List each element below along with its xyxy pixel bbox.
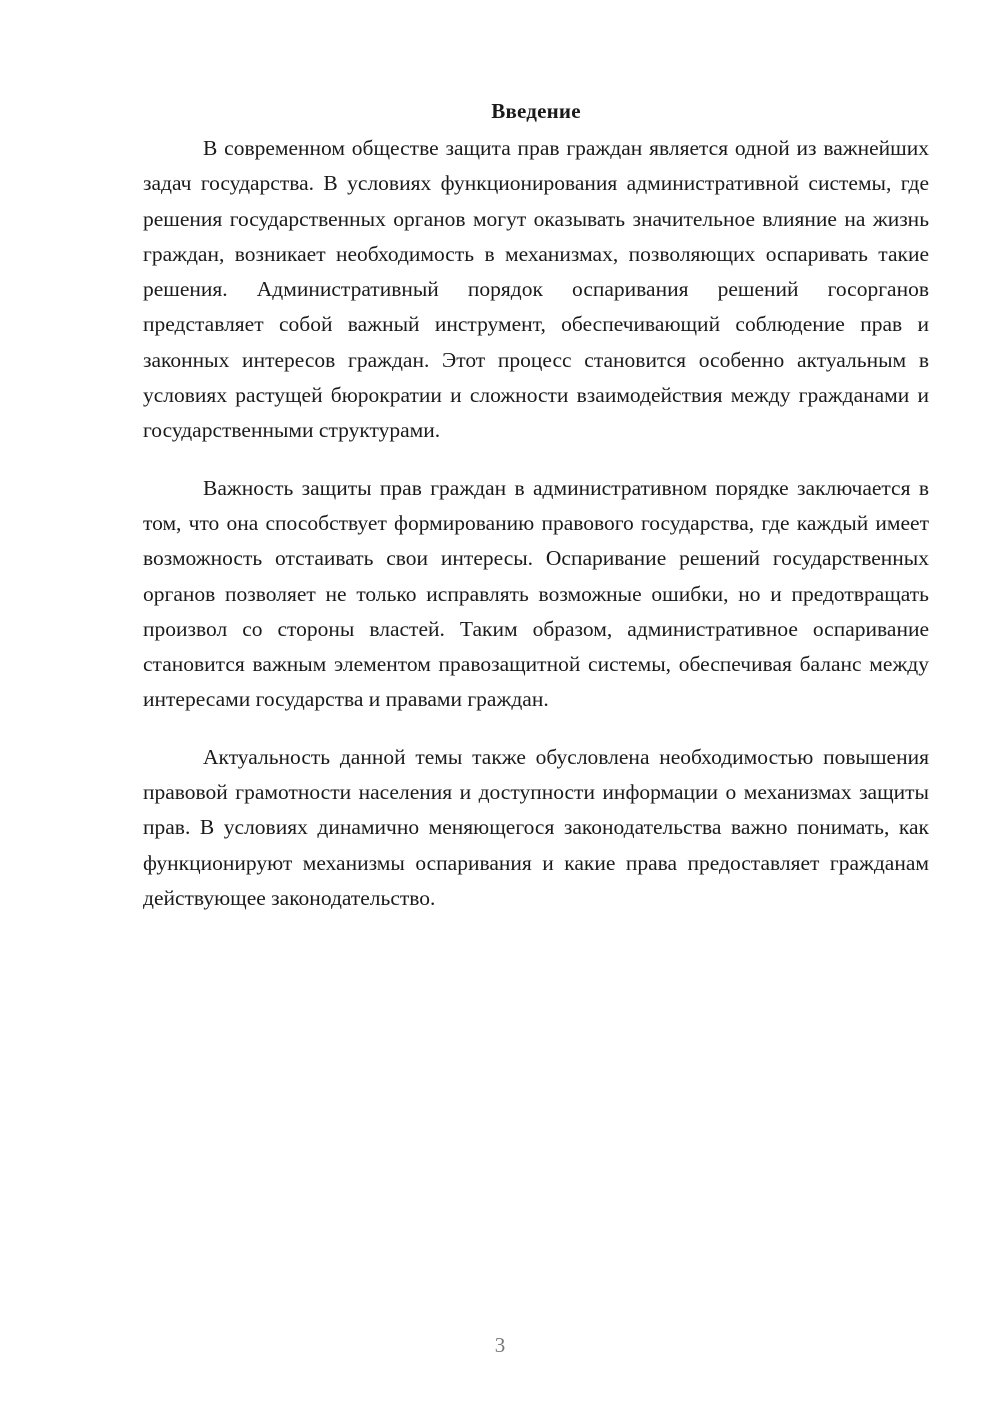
paragraph-1: В современном обществе защита прав граждан является одной из важнейших задач государства. В условиях функционирования административной системы, где решения государственных органов могут оказывать значительное влияние на жизнь граждан, возникает необходимость в механизмах, позволяющих оспаривать такие решения. Административный порядок оспаривания решений госорганов представляет собой важный инструмент, обеспечивающий соблюдение прав и законных интересов граждан. Этот процесс становится особенно актуальным в условиях растущей бюрократии и сложности взаимодействия между гражданами и государственными структурами. [143,136,929,443]
paragraph-3: Актуальность данной темы также обусловлена необходимостью повышения правовой грамотности населения и доступности информации о механизмах защиты прав. В условиях динамично меняющегося законодательства важно понимать, как функционируют механизмы оспаривания и какие права предоставляет гражданам действующее законодательство. [143,744,929,910]
page-content [143,96,929,938]
paragraph-2: Важность защиты прав граждан в административном порядке заключается в том, что она способствует формированию правового государства, где каждый имеет возможность отстаивать свои интересы. Оспаривание решений государственных органов позволяет не только исправлять возможные ошибки, но и предотвращать произвол со стороны властей. Таким образом, административное оспаривание становится важным элементом правозащитной системы, обеспечивая баланс между интересами государства и правами граждан. [143,475,929,712]
page-number: 3 [494,1333,506,1357]
section-heading: Введение [491,99,581,123]
